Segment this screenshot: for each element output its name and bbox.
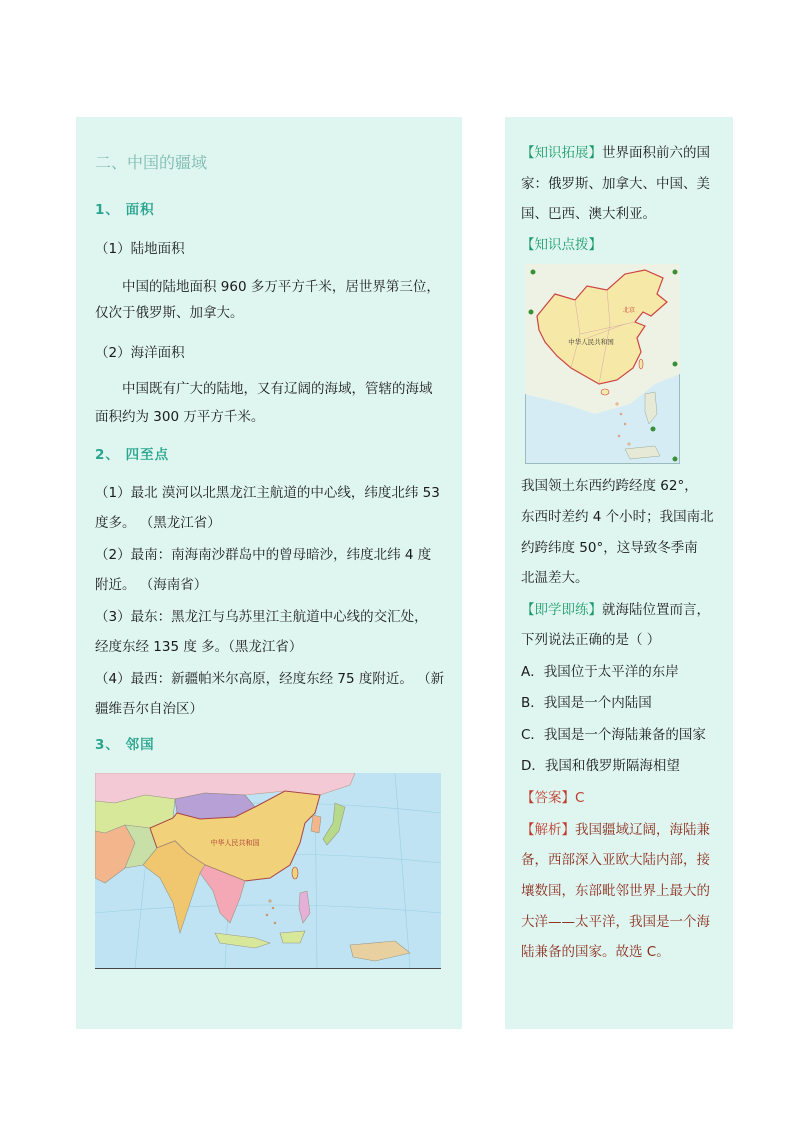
- analysis-line-2: 备，西部深入亚欧大陆内部，接: [521, 852, 710, 868]
- option-c: C．我国是一个海陆兼备的国家: [521, 727, 706, 743]
- analysis-line-1: [521, 820, 710, 840]
- practice-line-2: 下列说法正确的是（ ）: [521, 632, 661, 648]
- area-heading: 1、 面积: [95, 202, 155, 218]
- west-point-2: 疆维吾尔自治区）: [95, 701, 203, 717]
- analysis-line-3: 壤数国，东部毗邻世界上最大的: [521, 883, 710, 899]
- china-map-capital: 北京: [623, 307, 636, 314]
- south-point-1: （2）最南：南海南沙群岛中的曾母暗沙，纬度北纬 4 度: [95, 547, 432, 563]
- answer-tag: 【答案】: [521, 790, 575, 806]
- analysis-tag: 【解析】: [521, 822, 575, 838]
- analysis-line-4: 大洋——太平洋，我国是一个海: [521, 914, 710, 930]
- practice-text-1: 就海陆位置而言，: [602, 602, 710, 618]
- expand-line-3: 国、巴西、澳大利亚。: [521, 206, 656, 222]
- section-title: 二、中国的疆域: [95, 153, 208, 172]
- point-line-2: 东西时差约 4 个小时；我国南北: [521, 509, 714, 525]
- land-area-text-2: 仅次于俄罗斯、加拿大。: [95, 305, 244, 321]
- expand-text-1: 世界面积前六的国: [602, 145, 710, 161]
- expand-line-2: 家：俄罗斯、加拿大、中国、美: [521, 176, 710, 192]
- east-point-2: 经度东经 135 度 多。（黑龙江省）: [95, 639, 303, 655]
- land-area-text-1: 中国的陆地面积 960 多万平方千米，居世界第三位，: [122, 279, 440, 295]
- east-point-1: （3）最东：黑龙江与乌苏里江主航道中心线的交汇处，: [95, 609, 428, 625]
- land-area-title: （1）陆地面积: [95, 241, 185, 257]
- china-map: [525, 264, 680, 464]
- point-line-4: 北温差大。: [521, 570, 589, 586]
- option-a: A．我国位于太平洋的东岸: [521, 664, 679, 680]
- west-point-1: （4）最西：新疆帕米尔高原，经度东经 75 度附近。 （新: [95, 671, 445, 687]
- sea-area-text-1: 中国既有广大的陆地，又有辽阔的海域，管辖的海域: [122, 381, 433, 397]
- knowledge-point-tag: 【知识点拨】: [521, 237, 602, 253]
- expand-line-1: [521, 143, 710, 163]
- neighbors-map: [95, 773, 441, 969]
- neighbors-map-label: 中华人民共和国: [210, 839, 260, 847]
- neighbors-heading: 3、 邻国: [95, 737, 155, 753]
- china-map-label: 中华人民共和国: [568, 338, 614, 346]
- answer-line: [521, 788, 584, 808]
- south-point-2: 附近。 （海南省）: [95, 577, 208, 593]
- practice-line-1: [521, 600, 710, 620]
- point-line-3: 约跨纬度 50°，这导致冬季南: [521, 540, 698, 556]
- sea-area-text-2: 面积约为 300 万平方千米。: [95, 409, 265, 425]
- extremes-heading: 2、 四至点: [95, 447, 170, 463]
- option-b: B．我国是一个内陆国: [521, 695, 652, 711]
- north-point-2: 度多。 （黑龙江省）: [95, 515, 221, 531]
- practice-tag: 【即学即练】: [521, 602, 602, 618]
- analysis-line-5: 陆兼备的国家。故选 C。: [521, 944, 670, 960]
- option-d: D．我国和俄罗斯隔海相望: [521, 758, 680, 774]
- north-point-1: （1）最北 漠河以北黑龙江主航道的中心线，纬度北纬 53: [95, 485, 440, 501]
- analysis-text-1: 我国疆域辽阔，海陆兼: [575, 822, 710, 838]
- sea-area-title: （2）海洋面积: [95, 345, 185, 361]
- point-line-1: 我国领土东西约跨经度 62°，: [521, 478, 698, 494]
- answer-value: C: [575, 790, 585, 806]
- knowledge-expand-tag: 【知识拓展】: [521, 145, 602, 161]
